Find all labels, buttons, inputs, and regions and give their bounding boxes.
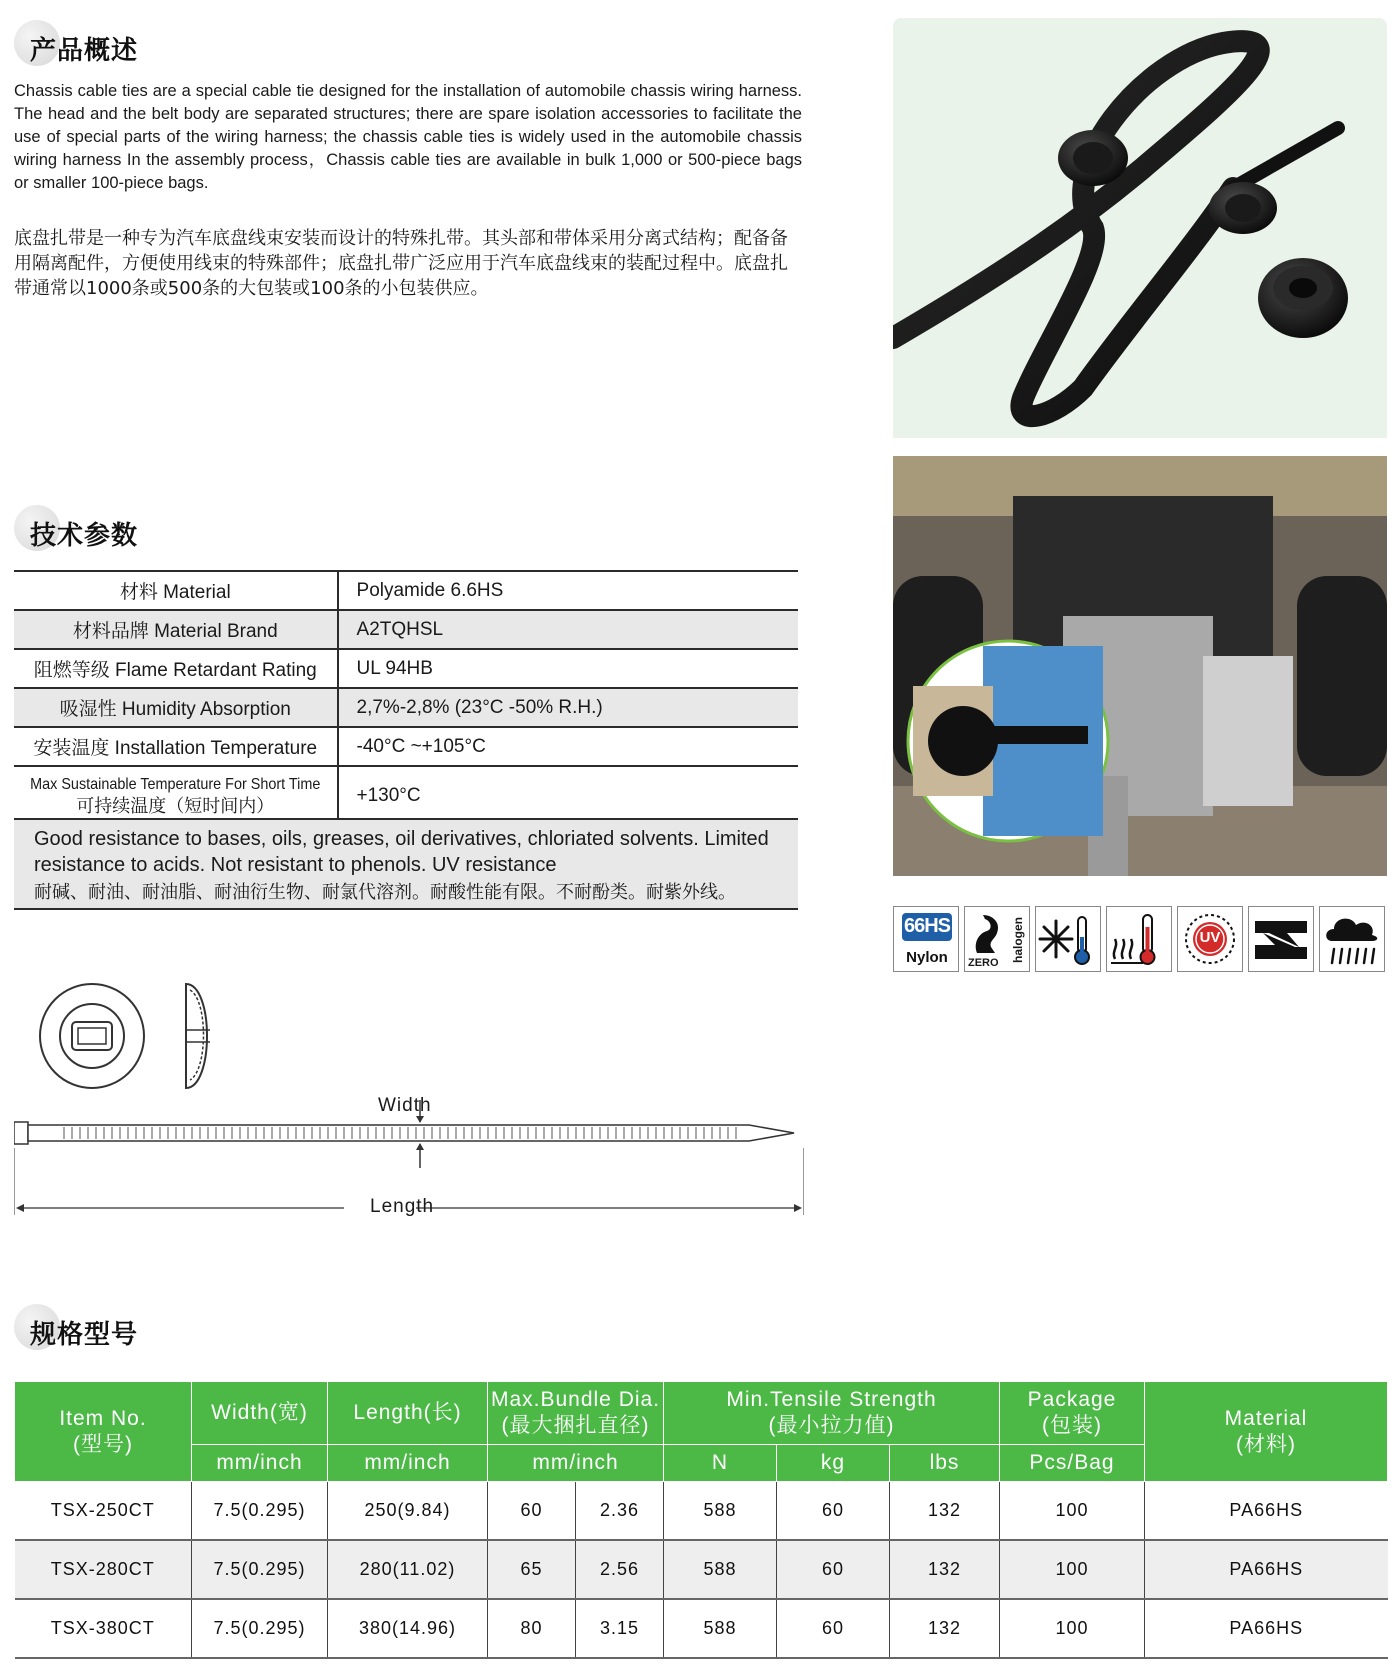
spec-table (14, 1381, 1388, 1659)
param-row (14, 766, 798, 825)
header-tensile (664, 1382, 1000, 1445)
unit-lbs: lbs (890, 1445, 1000, 1482)
uv-resistant-icon (1177, 906, 1243, 972)
overview-title: 产品概述 (30, 36, 139, 66)
weather-resistant-icon (1319, 906, 1385, 972)
nylon-label: Nylon (906, 949, 948, 966)
cell-dia-in: 3.15 (576, 1599, 664, 1658)
specs-title: 规格型号 (30, 1320, 139, 1350)
unit-width: mm/inch (192, 1445, 328, 1482)
zero-label: ZERO (968, 957, 999, 969)
header-bundle-en: Max.Bundle Dia. (490, 1388, 661, 1411)
header-material-en: Material (1224, 1406, 1308, 1430)
param-label (14, 766, 338, 825)
param-value: -40°C ~+105°C (338, 727, 798, 766)
param-label: 安装温度 Installation Temperature (14, 727, 338, 766)
header-tensile-cn: (最小拉力值) (768, 1414, 895, 1437)
cold-resistant-icon (1035, 906, 1101, 972)
cell-n: 588 (664, 1540, 777, 1599)
param-value: UL 94HB (338, 649, 798, 688)
cell-width: 7.5(0.295) (192, 1482, 328, 1541)
cell-package: 100 (1000, 1482, 1145, 1541)
cell-dia-in: 2.56 (576, 1540, 664, 1599)
cell-length: 280(11.02) (328, 1540, 488, 1599)
header-material (1145, 1382, 1388, 1482)
uv-label: UV (1199, 929, 1221, 946)
header-length: Length(长) (328, 1382, 488, 1445)
tech-title: 技术参数 (30, 521, 139, 551)
parameter-table (14, 570, 798, 825)
cell-kg: 60 (777, 1599, 890, 1658)
cell-kg: 60 (777, 1540, 890, 1599)
unit-package: Pcs/Bag (1000, 1445, 1145, 1482)
header-package-en: Package (1027, 1388, 1117, 1411)
overview-text-cn: 底盘扎带是一种专为汽车底盘线束安装而设计的特殊扎带。其头部和带体采用分离式结构；配备备用隔离配件，方便使用线束的特殊部件；底盘扎带广泛应用于汽车底盘线束的装配过程中。底盘扎带通常以1000条或500条的大包装或100条的小包装供应。 (14, 228, 788, 299)
table-row (15, 1540, 1388, 1599)
cell-width: 7.5(0.295) (192, 1599, 328, 1658)
cell-dia-mm: 80 (488, 1599, 576, 1658)
header-bundle (488, 1382, 664, 1445)
header-tensile-en: Min.Tensile Strength (726, 1388, 937, 1411)
param-label: 材料 Material (14, 571, 338, 610)
engine-illustration (893, 456, 1387, 876)
width-label: Width (378, 1095, 432, 1116)
param-value: A2TQHSL (338, 610, 798, 649)
halogen-label: halogen (1011, 916, 1026, 964)
param-row (14, 649, 798, 688)
cell-lbs: 132 (890, 1599, 1000, 1658)
length-label: Length (370, 1196, 435, 1217)
specs-heading (14, 1304, 314, 1354)
cell-dia-mm: 60 (488, 1482, 576, 1541)
param-value: Polyamide 6.6HS (338, 571, 798, 610)
table-row (15, 1482, 1388, 1541)
cable-tie-illustration (893, 18, 1387, 438)
overview-text-en: Chassis cable ties are a special cable tie designed for the installation of automobile chassis wiring harness. The head and the belt body are separated structures; there are spare isolation accessories to facilitate the use of special parts of the wiring harness; the chassis cable ties is widely used in the automobile chassis wiring harness In the assembly process，Chassis cable ties are available in bulk 1,000 or 500-piece bags or smaller 100-piece bags. (14, 82, 802, 192)
overview-heading (14, 20, 314, 70)
param-row (14, 610, 798, 649)
header-width: Width(宽) (192, 1382, 328, 1445)
cell-length: 380(14.96) (328, 1599, 488, 1658)
header-package-cn: (包装) (1042, 1414, 1103, 1437)
resistance-note (14, 818, 798, 910)
unit-n: N (664, 1445, 777, 1482)
cell-package: 100 (1000, 1540, 1145, 1599)
cell-n: 588 (664, 1482, 777, 1541)
cell-material: PA66HS (1145, 1482, 1388, 1541)
cell-dia-mm: 65 (488, 1540, 576, 1599)
nylon-grade-label: 66HS (903, 915, 951, 937)
cell-material: PA66HS (1145, 1599, 1388, 1658)
param-value: +130°C (338, 766, 798, 825)
cell-width: 7.5(0.295) (192, 1540, 328, 1599)
feature-icons (893, 906, 1389, 972)
cell-lbs: 132 (890, 1540, 1000, 1599)
insulation-icon (1248, 906, 1314, 972)
cell-n: 588 (664, 1599, 777, 1658)
param-label: 阻燃等级 Flame Retardant Rating (14, 649, 338, 688)
heat-resistant-icon (1106, 906, 1172, 972)
cell-kg: 60 (777, 1482, 890, 1541)
short-time-label-cn: 可持续温度（短时间内） (76, 796, 275, 816)
resistance-text-en: Good resistance to bases, oils, greases, oil derivatives, chloriated solvents. Limited resistance to acids. Not resistant to phenols. UV resistance (34, 828, 769, 876)
cell-package: 100 (1000, 1599, 1145, 1658)
application-photo (893, 456, 1387, 876)
cell-dia-in: 2.36 (576, 1482, 664, 1541)
header-material-cn: (材料) (1236, 1432, 1297, 1456)
param-row (14, 727, 798, 766)
tech-heading (14, 505, 314, 555)
header-item-cn: (型号) (73, 1432, 133, 1456)
param-row (14, 571, 798, 610)
header-item-en: Item No. (59, 1406, 147, 1430)
unit-bundle: mm/inch (488, 1445, 664, 1482)
header-bundle-cn: (最大捆扎直径) (501, 1414, 650, 1437)
param-label: 吸湿性 Humidity Absorption (14, 688, 338, 727)
short-time-label-en: Max Sustainable Temperature For Short Time (30, 776, 321, 793)
unit-length: mm/inch (328, 1445, 488, 1482)
nylon-66hs-icon (893, 906, 959, 972)
header-item (15, 1382, 192, 1482)
table-row (15, 1599, 1388, 1658)
cell-length: 250(9.84) (328, 1482, 488, 1541)
cell-item: TSX-380CT (50, 1618, 155, 1638)
cell-material: PA66HS (1145, 1540, 1388, 1599)
unit-kg: kg (777, 1445, 890, 1482)
param-value: 2,7%-2,8% (23°C -50% R.H.) (338, 688, 798, 727)
product-photo (893, 18, 1387, 438)
technical-drawing (14, 980, 804, 1230)
cell-item: TSX-280CT (15, 1540, 192, 1599)
resistance-text-cn: 耐碱、耐油、耐油脂、耐油衍生物、耐氯代溶剂。耐酸性能有限。不耐酚类。耐紫外线。 (34, 882, 736, 902)
param-row (14, 688, 798, 727)
header-package (1000, 1382, 1145, 1445)
cell-lbs: 132 (890, 1482, 1000, 1541)
param-label: 材料品牌 Material Brand (14, 610, 338, 649)
cell-item: TSX-250CT (50, 1500, 155, 1520)
zero-halogen-icon (964, 906, 1030, 972)
